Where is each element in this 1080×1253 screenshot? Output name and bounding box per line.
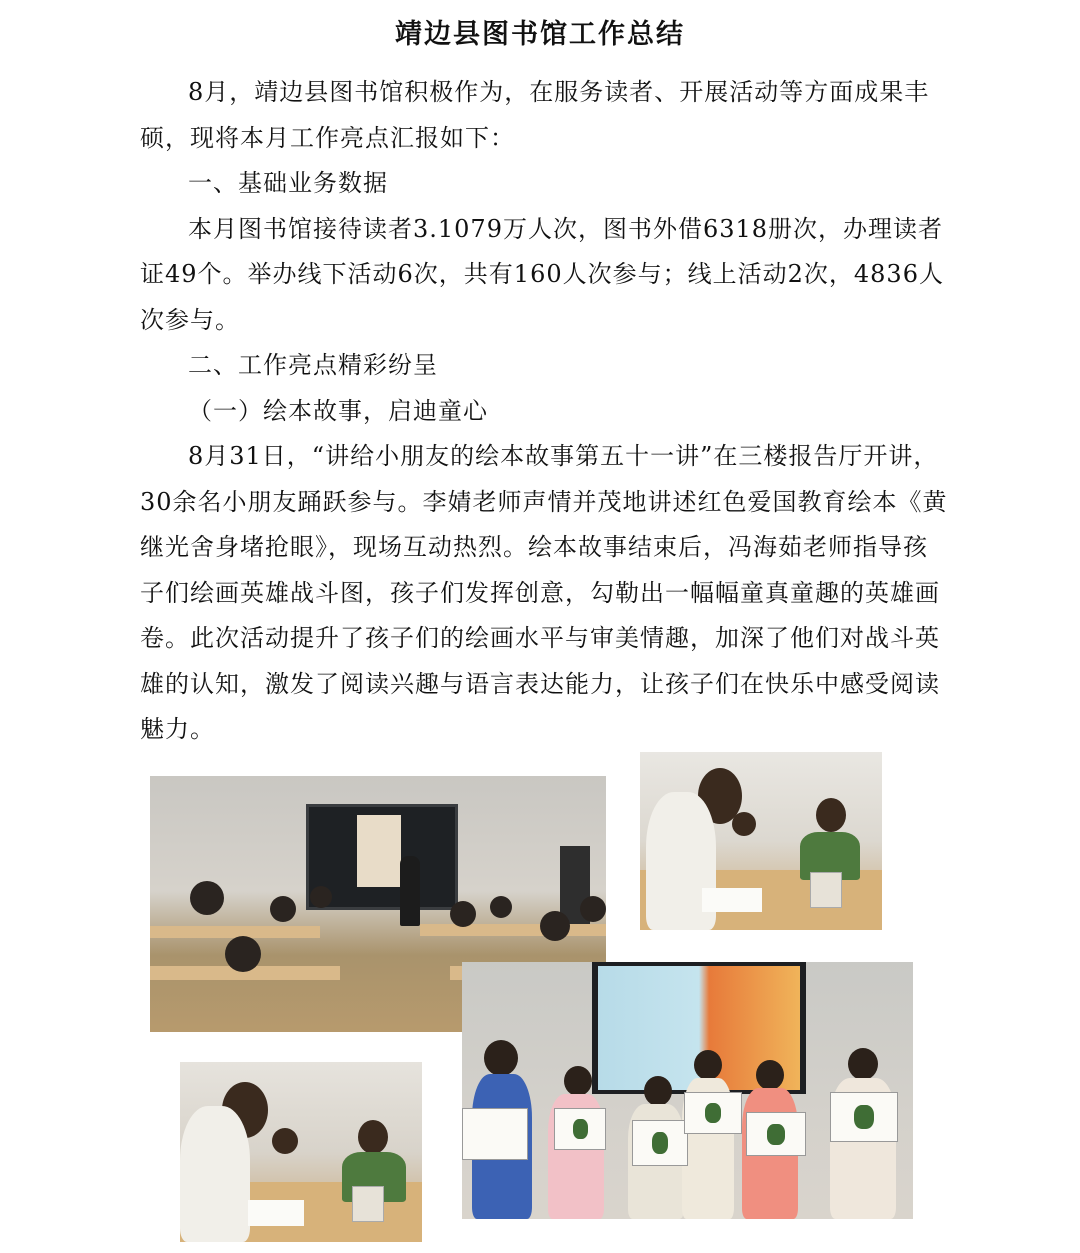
paragraph-basic-data: 本月图书馆接待读者3.1079万人次，图书外借6318册次，办理读者证49个。举办线下活动6次，共有160人次参与；线上活动2次，4836人次参与。 [140, 214, 944, 334]
document-title: 靖边县图书馆工作总结 [395, 19, 685, 50]
teacher-figure [400, 856, 420, 926]
subheading-picture-book: （一）绘本故事，启迪童心 [188, 396, 488, 425]
paragraph-intro: 8月，靖边县图书馆积极作为，在服务读者、开展活动等方面成果丰硕，现将本月工作亮点汇报如下： [140, 78, 930, 152]
teacher-guiding-drawing-photo-1 [640, 752, 882, 930]
paragraph-picture-book: 8月31日，“讲给小朋友的绘本故事第五十一讲”在三楼报告厅开讲，30余名小朋友踊跃参与。李婧老师声情并茂地讲述红色爱国教育绘本《黄继光舍身堵抢眼》，现场互动热烈。绘本故事结束后，冯海茹老师指导孩子们绘画英雄战斗图，孩子们发挥创意，勾勒出一幅幅童真童趣的英雄画卷。此次活动提升了孩子们的绘画水平与审美情趣，加深了他们对战斗英雄的认知，激发了阅读兴趣与语言表达能力，让孩子们在快乐中感受阅读魅力。 [140, 442, 948, 743]
heading-highlights: 二、工作亮点精彩纷呈 [188, 351, 438, 379]
document-body [140, 70, 952, 753]
teacher-guiding-drawing-photo-2 [180, 1062, 422, 1242]
children-showing-drawings-photo [462, 962, 913, 1219]
heading-basic-data: 一、基础业务数据 [188, 169, 388, 197]
